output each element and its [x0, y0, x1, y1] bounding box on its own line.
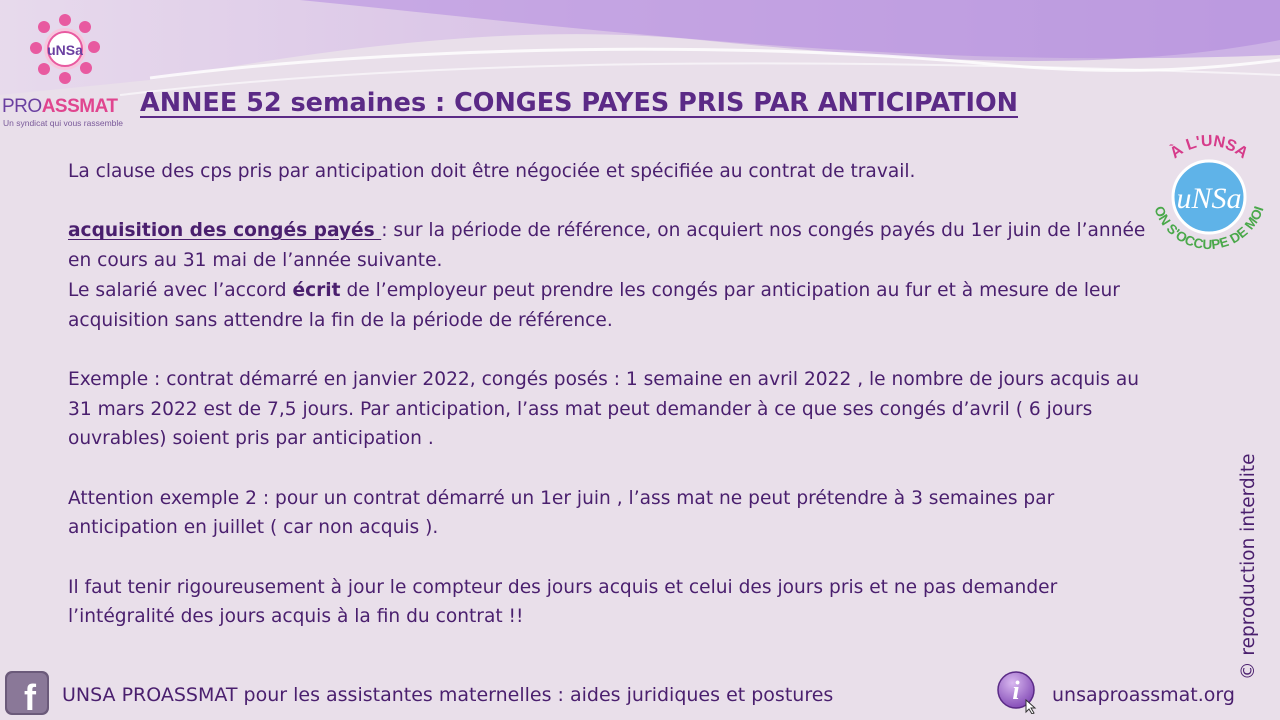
brand-pro: PRO	[2, 96, 42, 117]
badge-bottom-text: ON S'OCCUPE DE MOI	[1151, 203, 1267, 253]
unsa-flower-icon	[28, 12, 102, 86]
logo-text: uNSa	[47, 42, 83, 58]
accord-text-b: de l’employeur peut prendre les congés par anticipation au fur et à mesure de leur acquisition sans attendre la fin de la période de référence.	[68, 279, 1120, 331]
acquisition-label: acquisition des congés payés	[68, 220, 382, 242]
proassmat-logo	[0, 6, 140, 126]
facebook-icon[interactable]	[4, 670, 50, 716]
page-title: ANNEE 52 semaines : CONGES PAYES PRIS PAR ANTICIPATION	[140, 88, 1018, 118]
footer-text: UNSA PROASSMAT pour les assistantes maternelles : aides juridiques et postures	[62, 684, 834, 706]
paragraph-example-2: Attention exemple 2 : pour un contrat démarré un 1er juin , l’ass mat ne peut prétendre à 3 semaines par anticipation en juillet ( car non acquis ).	[68, 487, 1055, 539]
svg-text:i: i	[1012, 676, 1020, 705]
unsa-badge-logo	[1138, 126, 1280, 268]
paragraph-accord	[68, 276, 1153, 335]
info-icon[interactable]	[996, 670, 1040, 714]
acquisition-text: : sur la période de référence, on acquiert nos congés payés du 1er juin de l’année en cours au 31 mai de l’année suivante.	[68, 220, 1146, 272]
accord-text-a: Le salarié avec l’accord	[68, 279, 293, 301]
brand-assmat: ASSMAT	[41, 96, 118, 117]
website-link[interactable]: unsaproassmat.org	[1052, 684, 1235, 706]
brand-tagline: Un syndicat qui vous rassemble	[3, 118, 124, 128]
copyright-note: © reproduction interdite	[1238, 453, 1259, 680]
paragraph-acquisition	[68, 216, 1153, 275]
paragraph-warning: Il faut tenir rigoureusement à jour le compteur des jours acquis et celui des jours pris et ne pas demander l’intégralité des jours acquis à la fin du contrat !!	[68, 576, 1058, 628]
badge-center-text: uNSa	[1176, 182, 1242, 215]
accord-bold-word: écrit	[292, 279, 341, 301]
paragraph-example-1: Exemple : contrat démarré en janvier 2022, congés posés : 1 semaine en avril 2022 , le nombre de jours acquis au 31 mars 2022 est de 7,5 jours. Par anticipation, l’ass mat peut demander à ce que ses congés d’avril ( 6 jours ouvrables) soient pris par anticipation .	[68, 368, 1140, 450]
brand-name	[2, 96, 118, 118]
paragraph-clause: La clause des cps pris par anticipation doit être négociée et spécifiée au contrat de travail.	[68, 161, 916, 182]
badge-top-text: À L'UNSA	[1166, 132, 1252, 163]
svg-text:f: f	[24, 677, 36, 716]
main-content	[68, 157, 1153, 662]
